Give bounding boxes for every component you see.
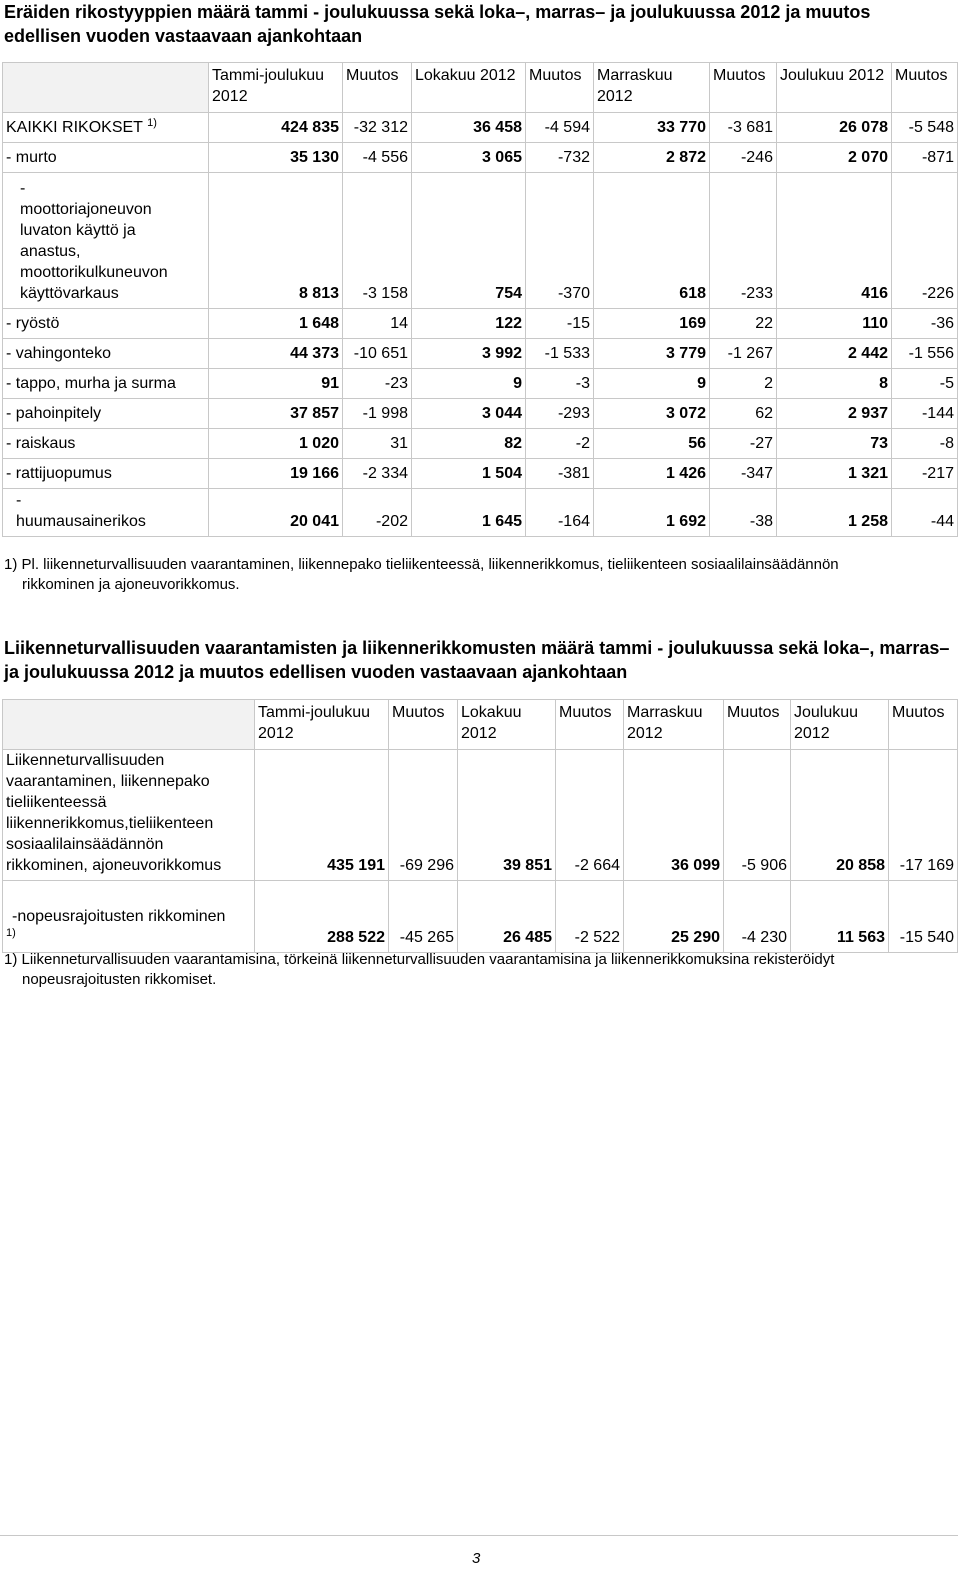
- change-cell: 62: [710, 399, 777, 429]
- header-cell: Muutos: [526, 63, 594, 113]
- header-cell: Lokakuu 2012: [412, 63, 526, 113]
- row-label: [3, 113, 209, 143]
- count-cell: 122: [412, 309, 526, 339]
- row-label-text: - rattijuopumus: [6, 465, 112, 482]
- header-cell: Muutos: [343, 63, 412, 113]
- count-cell: 19 166: [209, 459, 343, 489]
- change-cell: -15 540: [889, 881, 958, 953]
- change-cell: -202: [343, 489, 412, 537]
- footnote-marker: 1): [147, 117, 157, 129]
- row-label: [3, 339, 209, 369]
- count-cell: 44 373: [209, 339, 343, 369]
- change-cell: -2 664: [556, 750, 624, 881]
- count-cell: 37 857: [209, 399, 343, 429]
- change-cell: 31: [343, 429, 412, 459]
- table-row: [3, 113, 958, 143]
- count-cell: 91: [209, 369, 343, 399]
- change-cell: -36: [892, 309, 958, 339]
- count-cell: 2 937: [777, 399, 892, 429]
- change-cell: -246: [710, 143, 777, 173]
- table-row: [3, 369, 958, 399]
- table-row: [3, 143, 958, 173]
- count-cell: 1 321: [777, 459, 892, 489]
- count-cell: 73: [777, 429, 892, 459]
- count-cell: 3 992: [412, 339, 526, 369]
- change-cell: -45 265: [389, 881, 458, 953]
- table-row: [3, 489, 958, 537]
- header-cell: Marraskuu 2012: [624, 700, 724, 750]
- count-cell: 56: [594, 429, 710, 459]
- footnote-line: rikkominen ja ajoneuvorikkomus.: [22, 576, 240, 593]
- count-cell: 2 442: [777, 339, 892, 369]
- change-cell: -1 267: [710, 339, 777, 369]
- count-cell: 33 770: [594, 113, 710, 143]
- change-cell: -27: [710, 429, 777, 459]
- change-cell: -871: [892, 143, 958, 173]
- count-cell: 2 872: [594, 143, 710, 173]
- header-cell: Muutos: [889, 700, 958, 750]
- count-cell: 2 070: [777, 143, 892, 173]
- count-cell: 1 692: [594, 489, 710, 537]
- change-cell: -732: [526, 143, 594, 173]
- row-label: [3, 489, 209, 537]
- change-cell: -3: [526, 369, 594, 399]
- row-label: [3, 750, 255, 881]
- count-cell: 36 099: [624, 750, 724, 881]
- table1-footnote: [4, 555, 954, 595]
- count-cell: 1 020: [209, 429, 343, 459]
- traffic-offences-table: [2, 699, 958, 953]
- header-cell: Joulukuu 2012: [777, 63, 892, 113]
- change-cell: -1 998: [343, 399, 412, 429]
- row-label-text: - tappo, murha ja surma: [6, 375, 176, 392]
- row-label-text: - huumausainerikos: [16, 492, 146, 530]
- change-cell: -293: [526, 399, 594, 429]
- row-label-text: - vahingonteko: [6, 345, 111, 362]
- row-label-text: KAIKKI RIKOKSET: [6, 119, 143, 136]
- change-cell: -217: [892, 459, 958, 489]
- footnote-line: 1) Liikenneturvallisuuden vaarantamisina, törkeinä liikenneturvallisuuden vaarantamisina ja liikennerikkomuksina rekisteröidyt: [4, 951, 835, 968]
- table-row: [3, 429, 958, 459]
- count-cell: 1 645: [412, 489, 526, 537]
- row-label: [3, 173, 209, 309]
- change-cell: -10 651: [343, 339, 412, 369]
- change-cell: -2 334: [343, 459, 412, 489]
- count-cell: 3 044: [412, 399, 526, 429]
- change-cell: -370: [526, 173, 594, 309]
- header-cell: Tammi-joulukuu 2012: [209, 63, 343, 113]
- header-cell: Muutos: [724, 700, 791, 750]
- count-cell: 11 563: [791, 881, 889, 953]
- footnote-marker: 1): [6, 927, 16, 939]
- page-number: 3: [472, 1550, 481, 1567]
- count-cell: 39 851: [458, 750, 556, 881]
- table-row: [3, 399, 958, 429]
- row-label: [3, 143, 209, 173]
- footnote-line: nopeusrajoitusten rikkomiset.: [22, 971, 217, 988]
- count-cell: 35 130: [209, 143, 343, 173]
- table2-title: Liikenneturvallisuuden vaarantamisten ja liikennerikkomusten määrä tammi - joulukuussa sekä loka–, marras– ja joulukuussa 2012 ja muutos edellisen vuoden vastaavaan ajankohtaan: [4, 638, 950, 682]
- row-label-text: - ryöstö: [6, 315, 60, 332]
- row-label: [3, 881, 255, 953]
- row-label-text: -nopeusrajoitusten rikkominen: [12, 908, 226, 925]
- row-label-text: - moottoriajoneuvon luvaton käyttö ja anastus, moottorikulkuneuvon käyttövarkaus: [20, 180, 168, 302]
- change-cell: -226: [892, 173, 958, 309]
- change-cell: 2: [710, 369, 777, 399]
- header-cell: Marraskuu 2012: [594, 63, 710, 113]
- change-cell: -2: [526, 429, 594, 459]
- change-cell: -5 906: [724, 750, 791, 881]
- count-cell: 1 426: [594, 459, 710, 489]
- row-label: [3, 309, 209, 339]
- change-cell: -4 230: [724, 881, 791, 953]
- table-row: [3, 339, 958, 369]
- row-label: [3, 399, 209, 429]
- header-cell: Muutos: [389, 700, 458, 750]
- change-cell: -15: [526, 309, 594, 339]
- change-cell: -1 533: [526, 339, 594, 369]
- count-cell: 9: [412, 369, 526, 399]
- count-cell: 288 522: [255, 881, 389, 953]
- count-cell: 82: [412, 429, 526, 459]
- change-cell: -233: [710, 173, 777, 309]
- count-cell: 25 290: [624, 881, 724, 953]
- change-cell: -17 169: [889, 750, 958, 881]
- change-cell: -3 158: [343, 173, 412, 309]
- header-cell: Muutos: [556, 700, 624, 750]
- count-cell: 754: [412, 173, 526, 309]
- count-cell: 8 813: [209, 173, 343, 309]
- change-cell: -347: [710, 459, 777, 489]
- count-cell: 20 858: [791, 750, 889, 881]
- page-divider: [0, 1535, 958, 1536]
- count-cell: 435 191: [255, 750, 389, 881]
- row-label-text: - pahoinpitely: [6, 405, 102, 422]
- change-cell: -38: [710, 489, 777, 537]
- table-header-row: [3, 63, 958, 113]
- row-label: [3, 429, 209, 459]
- header-cell: Muutos: [892, 63, 958, 113]
- row-label-text: Liikenneturvallisuuden vaarantaminen, liikennepako tieliikenteessä liikennerikkomus,tieliikenteen sosiaalilainsäädännön rikkominen, ajoneuvorikkomus: [6, 752, 222, 874]
- table-row: [3, 459, 958, 489]
- crime-types-table: [2, 62, 958, 537]
- count-cell: 26 078: [777, 113, 892, 143]
- table-row: [3, 750, 958, 881]
- change-cell: -144: [892, 399, 958, 429]
- row-label: [3, 369, 209, 399]
- change-cell: -23: [343, 369, 412, 399]
- count-cell: 8: [777, 369, 892, 399]
- count-cell: 3 065: [412, 143, 526, 173]
- header-blank-cell: [3, 63, 209, 113]
- change-cell: -164: [526, 489, 594, 537]
- change-cell: -1 556: [892, 339, 958, 369]
- count-cell: 618: [594, 173, 710, 309]
- header-cell: Joulukuu 2012: [791, 700, 889, 750]
- change-cell: 22: [710, 309, 777, 339]
- change-cell: -8: [892, 429, 958, 459]
- change-cell: -5 548: [892, 113, 958, 143]
- count-cell: 1 648: [209, 309, 343, 339]
- count-cell: 3 779: [594, 339, 710, 369]
- count-cell: 1 258: [777, 489, 892, 537]
- footnote-line: 1) Pl. liikenneturvallisuuden vaarantaminen, liikennepako tieliikenteessä, liikennerikkomus, tieliikenteen sosiaalilainsäädännön: [4, 556, 839, 573]
- count-cell: 424 835: [209, 113, 343, 143]
- row-label-text: - raiskaus: [6, 435, 76, 452]
- row-label-text: - murto: [6, 149, 57, 166]
- change-cell: 14: [343, 309, 412, 339]
- count-cell: 20 041: [209, 489, 343, 537]
- table-header-row: [3, 700, 958, 750]
- change-cell: -3 681: [710, 113, 777, 143]
- change-cell: -5: [892, 369, 958, 399]
- count-cell: 416: [777, 173, 892, 309]
- table-row: [3, 881, 958, 953]
- row-label: [3, 459, 209, 489]
- header-cell: Tammi-joulukuu 2012: [255, 700, 389, 750]
- change-cell: -44: [892, 489, 958, 537]
- change-cell: -69 296: [389, 750, 458, 881]
- count-cell: 36 458: [412, 113, 526, 143]
- table-row: [3, 173, 958, 309]
- count-cell: 9: [594, 369, 710, 399]
- header-cell: Lokakuu 2012: [458, 700, 556, 750]
- change-cell: -4 594: [526, 113, 594, 143]
- change-cell: -4 556: [343, 143, 412, 173]
- table-row: [3, 309, 958, 339]
- count-cell: 169: [594, 309, 710, 339]
- count-cell: 3 072: [594, 399, 710, 429]
- table2-footnote: [4, 950, 954, 990]
- change-cell: -32 312: [343, 113, 412, 143]
- count-cell: 110: [777, 309, 892, 339]
- change-cell: -2 522: [556, 881, 624, 953]
- header-blank-cell: [3, 700, 255, 750]
- table1-title: Eräiden rikostyyppien määrä tammi - joulukuussa sekä loka–, marras– ja joulukuussa 2012 ja muutos edellisen vuoden vastaavaan ajankohtaan: [4, 2, 871, 46]
- count-cell: 26 485: [458, 881, 556, 953]
- change-cell: -381: [526, 459, 594, 489]
- count-cell: 1 504: [412, 459, 526, 489]
- header-cell: Muutos: [710, 63, 777, 113]
